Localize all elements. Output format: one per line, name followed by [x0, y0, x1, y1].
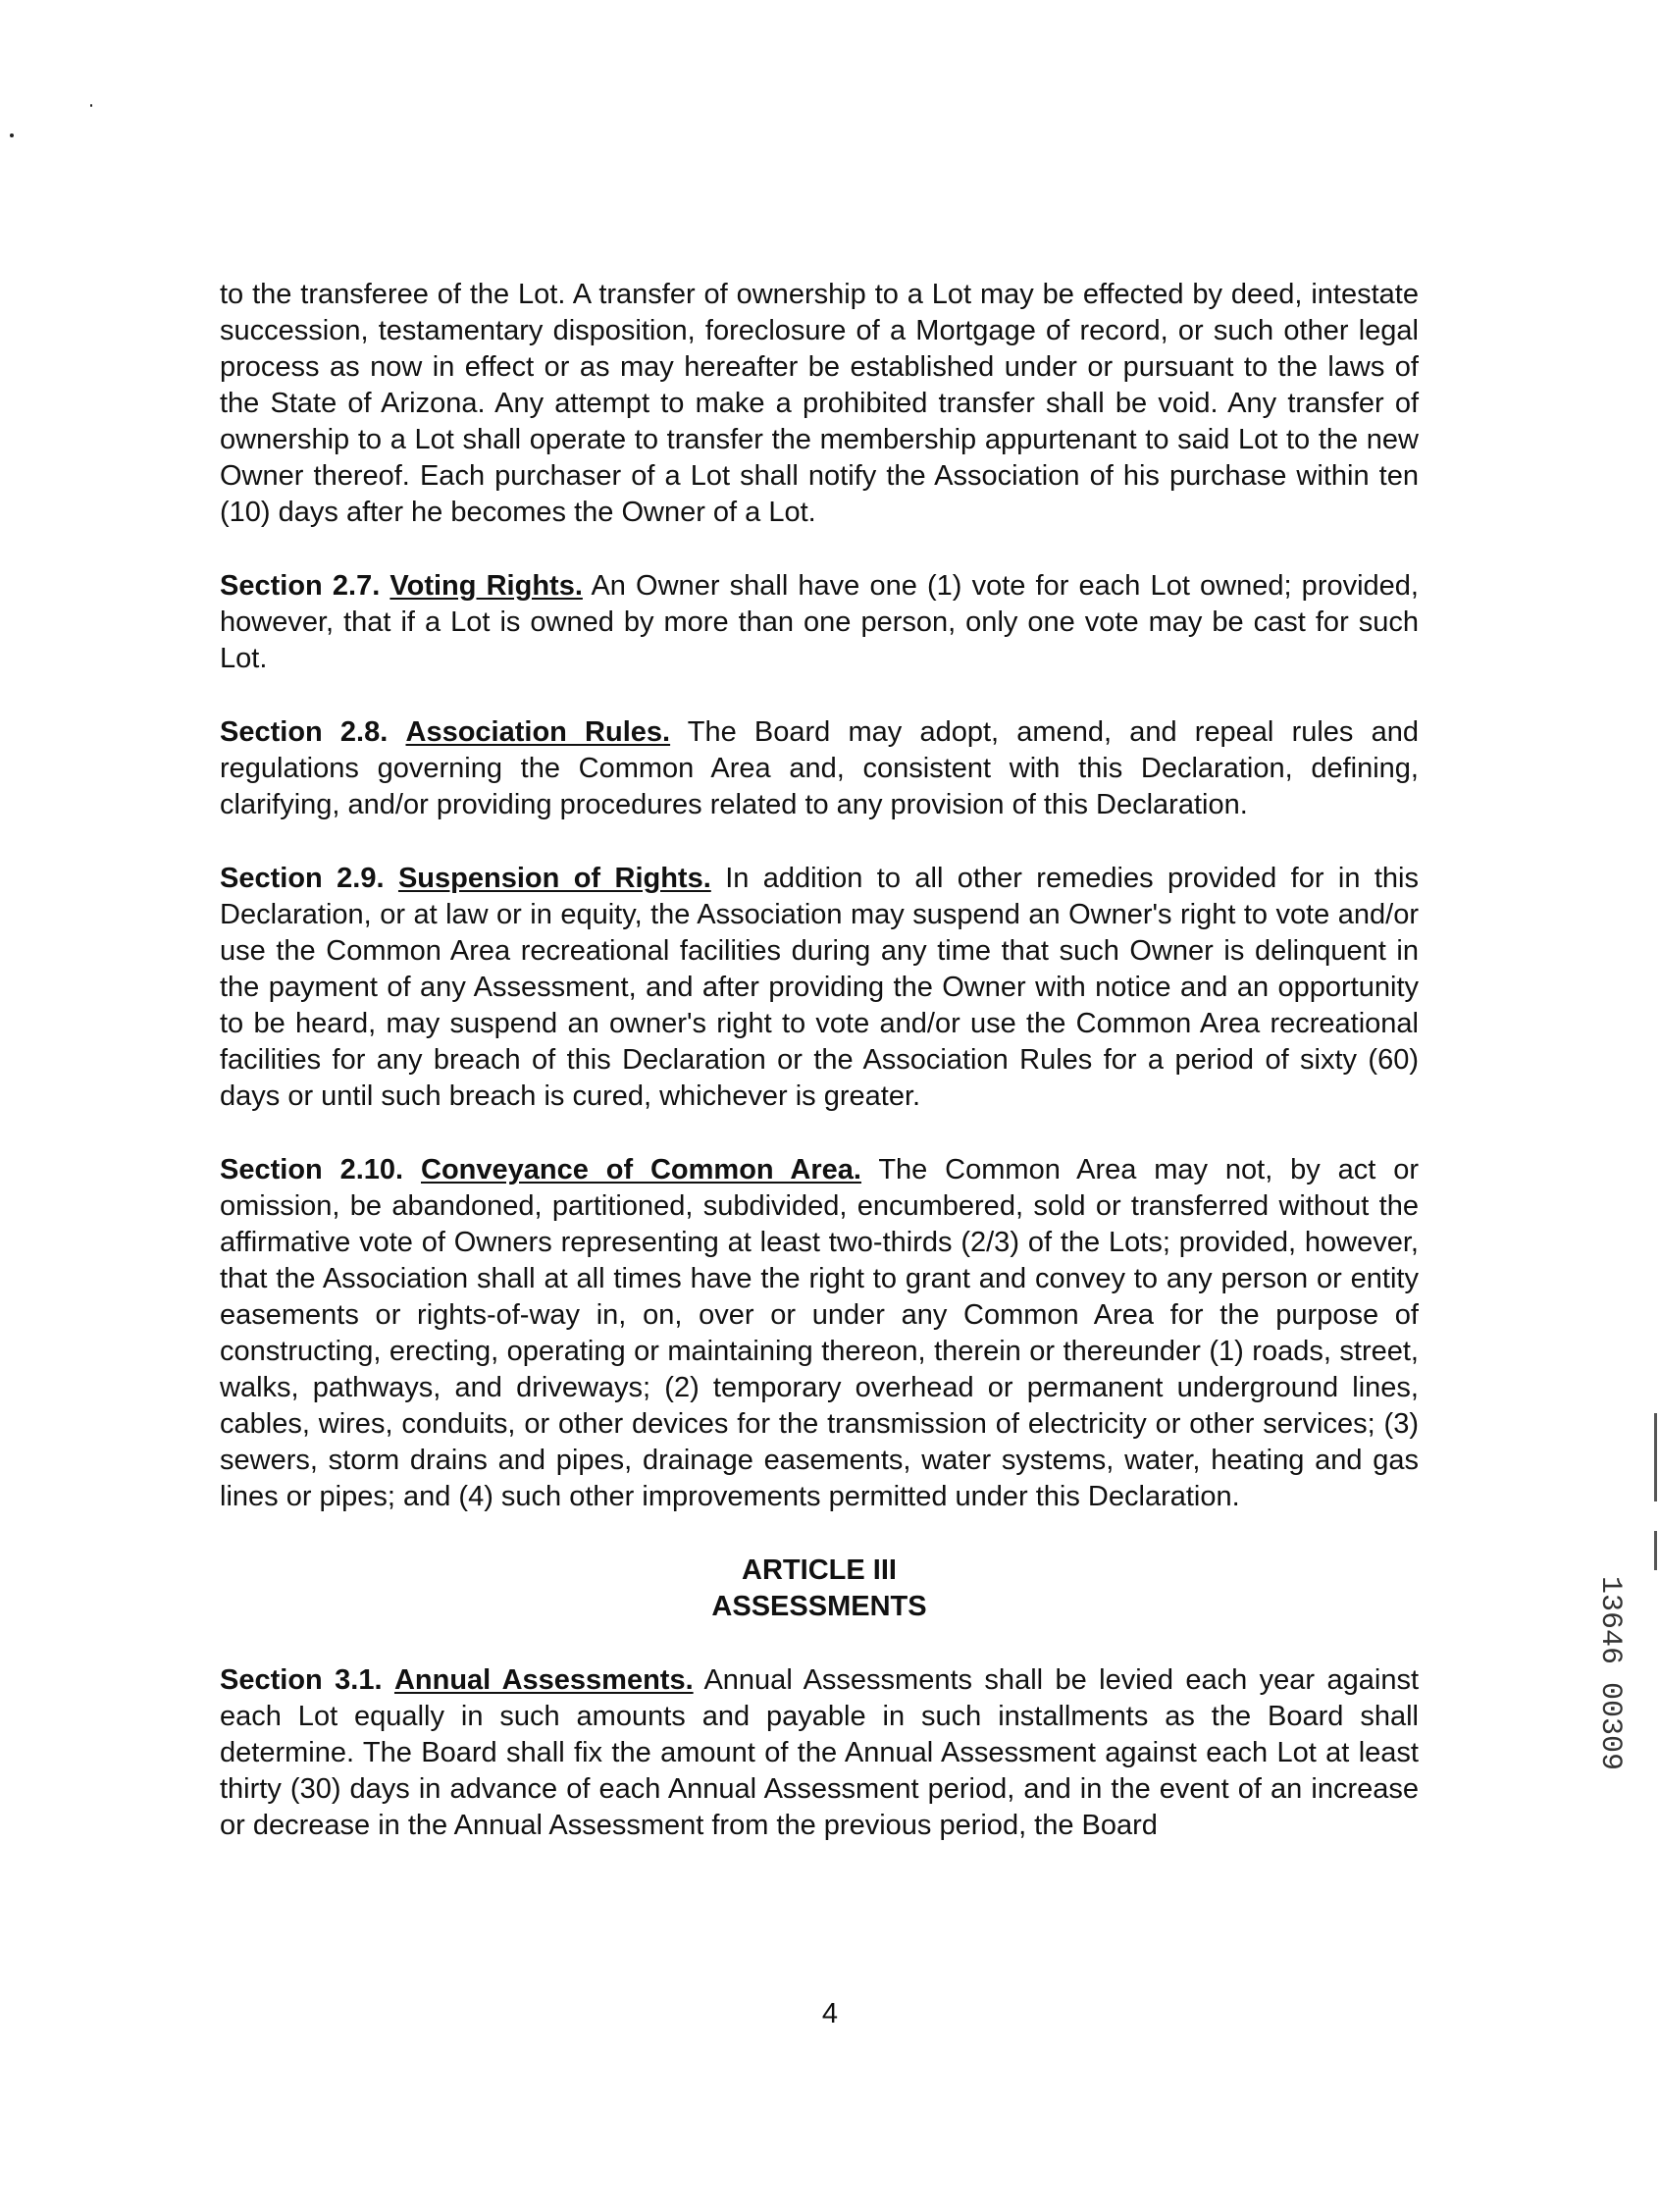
section-body: An Owner shall have one (1) vote for each Lot owned; provided, however, that if a Lot is owned by more than one person, only one vote may be cast for such Lot. — [220, 570, 1419, 674]
section-title: Suspension of Rights. — [397, 863, 711, 894]
article-title: ASSESSMENTS — [711, 1591, 927, 1622]
section-2-7 — [220, 568, 1419, 677]
scan-edge-mark — [1654, 1413, 1657, 1501]
section-body: The Board may adopt, amend, and repeal rules and regulations governing the Common Area and, consistent with this Declaration, defining, clarifying, and/or providing procedures related to any provision of this Declaration. — [220, 716, 1419, 820]
section-number: Section 2.7. — [220, 570, 381, 602]
section-body: The Common Area may not, by act or omission, be abandoned, partitioned, subdivided, encumbered, sold or transferred without the affirmative vote of Owners representing at least two-thirds (2/3) of the Lots; provided, however, that the Association shall at all times have the right to grant and convey to any person or entity easements or rights-of-way in, on, over or under any Common Area for the purpose of constructing, erecting, operating or maintaining thereon, therein or thereunder (1) roads, street, walks, pathways, and driveways; (2) temporary overhead or permanent underground lines, cables, wires, conduits, or other devices for the transmission of electricity or other services; (3) sewers, storm drains and pipes, drainage easements, water systems, water, heating and gas lines or pipes; and (4) such other improvements permitted under this Declaration. — [220, 1154, 1419, 1512]
article-heading — [220, 1553, 1419, 1625]
recording-stamp — [1595, 1576, 1631, 1770]
recording-number: 13646 00309 — [1593, 1576, 1627, 1771]
section-number: Section 2.8. — [220, 716, 389, 748]
section-title: Voting Rights. — [389, 570, 583, 602]
scan-speck — [90, 104, 92, 107]
page-number: 4 — [821, 1998, 839, 2029]
section-number: Section 2.9. — [220, 863, 385, 894]
section-body: In addition to all other remedies provided for in this Declaration, or at law or in equity, the Association may suspend an Owner's right to vote and/or use the Common Area recreational facilities during any time that such Owner is delinquent in the payment of any Assessment, and after providing the Owner with notice and an opportunity to be heard, may suspend an owner's right to vote and/or use the Common Area recreational facilities for any breach of this Declaration or the Association Rules for a period of sixty (60) days or until such breach is cured, whichever is greater. — [220, 863, 1420, 1112]
section-title: Association Rules. — [405, 716, 671, 748]
scan-speck — [10, 133, 14, 137]
section-title: Conveyance of Common Area. — [421, 1154, 861, 1185]
section-2-8 — [220, 714, 1419, 823]
document-body — [220, 277, 1419, 1881]
article-number: ARTICLE III — [742, 1554, 897, 1586]
opening-paragraph: to the transferee of the Lot. A transfer of ownership to a Lot may be effected by deed, intestate succession, testamentary disposition, foreclosure of a Mortgage of record, or such other legal process as now in effect or as may hereafter be established under or pursuant to the laws of the State of Arizona. Any attempt to make a prohibited transfer shall be void. Any transfer of ownership to a Lot shall operate to transfer the membership appurtenant to said Lot to the new Owner thereof. Each purchaser of a Lot shall notify the Association of his purchase within ten (10) days after he becomes the Owner of a Lot. — [220, 279, 1419, 528]
section-title: Annual Assessments. — [393, 1664, 694, 1696]
section-body: Annual Assessments shall be levied each year against each Lot equally in such amounts and payable in such installments as the Board shall determine. The Board shall fix the amount of the Annual Assessment against each Lot at least thirty (30) days in advance of each Annual Assessment period, and in the event of an increase or decrease in the Annual Assessment from the previous period, the Board — [220, 1664, 1420, 1841]
section-number: Section 3.1. — [220, 1664, 383, 1696]
section-2-10 — [220, 1152, 1419, 1515]
section-3-1 — [220, 1662, 1419, 1844]
section-2-9 — [220, 861, 1419, 1115]
section-number: Section 2.10. — [220, 1154, 404, 1185]
scan-edge-mark — [1654, 1531, 1657, 1570]
